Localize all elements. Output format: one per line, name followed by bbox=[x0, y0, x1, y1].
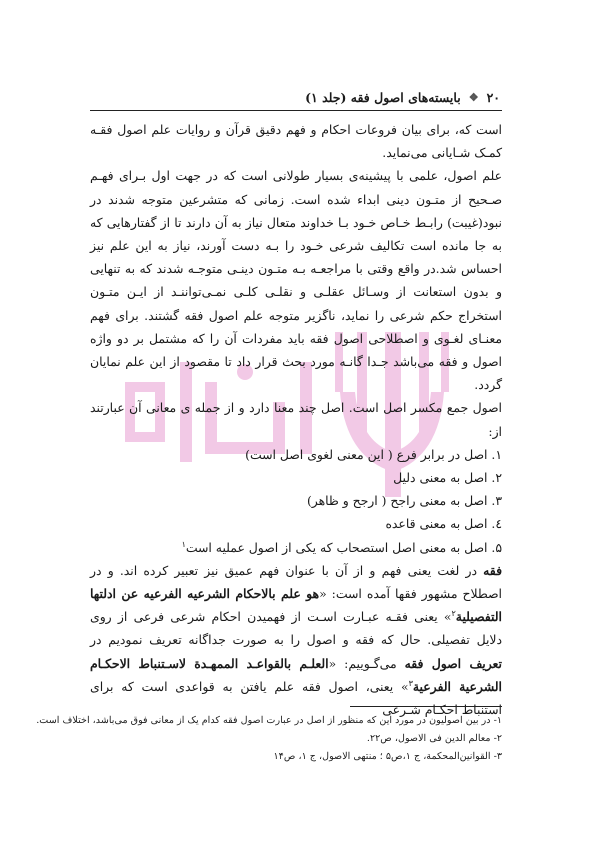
list-item: ۲. اصل به معنی دلیل bbox=[393, 470, 502, 486]
fiqh-text-2: » یعنی فقـه عبـارت اسـت از فهمیدن احکام شرعی فرعی از روی دلایل تفصیلی. حال که فقه و اصول را به صورت جداگانه تعریف نمودیم در bbox=[90, 609, 502, 648]
list-item: ۳. اصل به معنی راجح ( ارجح و ظاهر) bbox=[306, 493, 502, 509]
footnote-1: ۱- در بین اصولیون در مورد این که منظور از اصل در عبارت اصول فقه کدام یک از معانی فوق می‌باشد، اختلاف است. bbox=[36, 715, 502, 726]
running-header bbox=[90, 86, 500, 108]
quote-fiqh-definition: هو علم بالاحکام الشرعیه الفرعیه عن ادلتها التفصیلیة bbox=[90, 586, 502, 625]
list-item: ۱. اصل در برابر فرع ( این معنی لغوی اصل است) bbox=[245, 446, 502, 462]
meanings-list bbox=[90, 443, 502, 559]
fiqh-text-3: می‌گـوییم: « bbox=[328, 655, 405, 671]
list-item-with-footnote bbox=[90, 536, 502, 559]
fiqh-text-1: در لغت یعنی فهم و از آن با عنوان فهم عمیق نیز تعبیر کرده اند. و در اصطلاح مشهور فقها آمده است: « bbox=[90, 562, 502, 602]
diamond-ornament-icon: ❖ bbox=[468, 90, 479, 104]
footnotes bbox=[36, 712, 502, 766]
quote-usul-definition: العلـم بالقواعـد الممهـدة لاسـتنباط الاحکـام الشرعیة الفرعیة bbox=[90, 655, 502, 694]
paragraph-usul-definition: اصول جمع مکسر اصل است. اصل چند معنا دارد و از جمله ی معانی آن عبارتند از: bbox=[90, 400, 502, 439]
label-usul-fiqh-definition: تعریف اصول فقه bbox=[404, 655, 502, 671]
footnote-ref-2[interactable]: ۲ bbox=[451, 609, 456, 619]
page-number: ۲۰ bbox=[486, 89, 500, 105]
paragraph-fiqh bbox=[90, 559, 502, 721]
footnote-divider bbox=[350, 706, 502, 707]
book-title: بایسته‌های اصول فقه (جلد ۱) bbox=[305, 89, 461, 105]
list-item-text: ۵. اصل به معنی اصل استصحاب که یکی از اصول عملیه است bbox=[185, 539, 502, 555]
paragraph-history: علم اصول، علمی با پیشینه‌ی بسیار طولانی است که در جهت اول بـرای فهـم صـحیح از متـون دینی ابداء شده است. زمانی که متشرعین متوجه شدند در نبود(غیبت) رابـط خـاص خـود بـا خداوند متعال نیاز به آن دارند تا از گفتارهایی که به جا مانده است تکالیف شرعی خـود را بـه دست آورند، نیاز به این علم نیز احساس شد.در واقع وقتی با مراجعـه بـه متـون دینـی متوجـه شدند که به تنهایی و بدون استعانت از وسـائل عقلـی و نقلـی کلـی نمـی‌تواننـد از ایـن متـون استخراج حکم شرعی را نماید، ناگزیر متوجه علم اصول فقه گشتند. برای فهم معنـای لغـوی و اصطلاحی اصول فقه باید مفردات آن را که مشتمل بر دو واژه اصول و فقه می‌باشد جـدا گانـه مورد بحث قرار داد تا مقصود از این علم نمایان گردد. bbox=[90, 168, 502, 393]
footnote-ref-1[interactable]: ۱ bbox=[181, 539, 186, 549]
term-fiqh: فقه bbox=[483, 562, 502, 578]
fiqh-text-4: » یعنی، اصول فقه علم یافتن به قواعدی است که برای استنباط احکـام شـرعی bbox=[90, 678, 502, 718]
paragraph-intro: است که، برای بیان فروعات احکام و فهم دقیق قرآن و روایات علم اصول فقـه کمـک شـایانی می‌نماید. bbox=[90, 122, 502, 161]
footnote-2: ۲- معالم الدین فی الاصول، ص۲۲. bbox=[366, 733, 502, 744]
list-item: ٤. اصل به معنی قاعده bbox=[385, 516, 502, 532]
footnote-ref-3[interactable]: ۳ bbox=[408, 678, 413, 688]
body-text bbox=[90, 118, 502, 721]
header-divider bbox=[90, 110, 502, 111]
footnote-3: ۳- القوانین‌المحکمة، ج ۱،ص۵ ؛ منتهی الاصول، ج ۱، ص۱۴ bbox=[273, 751, 502, 762]
